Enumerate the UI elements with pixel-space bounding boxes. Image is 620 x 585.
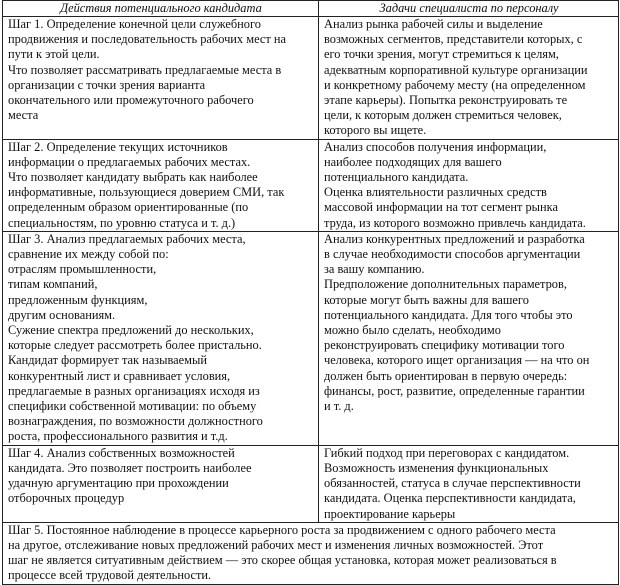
cell-line: потенциального кандидата. — [324, 170, 469, 185]
step-1-candidate-cell — [3, 17, 319, 140]
cell-line: удачную аргументацию при прохождении — [8, 476, 229, 491]
step-3-hr-cell — [319, 231, 619, 445]
cell-line: Анализ конкурентных предложений и разработка — [324, 231, 585, 246]
cell-line: Анализ способов получения информации, — [324, 139, 547, 154]
cell-line: пути к этой цели. — [8, 47, 100, 62]
cell-line: его точки зрения, могут стремиться к целям, — [324, 47, 559, 62]
cell-line: продвижения и последовательность рабочих мест на — [8, 32, 287, 47]
cell-line: отборочных процедур — [8, 491, 125, 506]
cell-line: отраслям промышленности, — [8, 262, 157, 277]
cell-line: обязанностей, статуса в случае перспективности — [324, 476, 581, 491]
cell-line: которые следует рассмотреть более пристально. — [8, 338, 262, 353]
cell-line: должен быть ориентирован в первую очередь: — [324, 368, 568, 383]
step-4-hr-cell — [319, 445, 619, 522]
table-row-step-4 — [3, 445, 619, 522]
cell-line: информации о предлагаемых рабочих местах. — [8, 154, 251, 169]
cell-line: другим основаниям. — [8, 307, 116, 322]
cell-line: процессе всей трудовой деятельности. — [8, 568, 212, 583]
cell-line: вознаграждения, по возможности должностного — [8, 414, 263, 429]
cell-line: можно было сделать, необходимо — [324, 323, 501, 338]
cell-line: места — [8, 108, 39, 123]
cell-line: организации с точки зрения варианта — [8, 77, 206, 92]
cell-line: труда, из которого возможно привлечь кандидата. — [324, 215, 586, 230]
cell-line: этапе карьеры). Попытка реконструировать те — [324, 93, 568, 108]
cell-line: сравнение их между собой по: — [8, 247, 169, 262]
cell-line: Шаг 3. Анализ предлагаемых рабочих места, — [8, 231, 246, 246]
cell-line: Шаг 5. Постоянное наблюдение в процессе карьерного роста за продвижением с одного рабочего места — [8, 522, 556, 537]
cell-line: Гибкий подход при переговорах с кандидатом. — [324, 445, 570, 460]
career-steps-table — [2, 0, 619, 585]
cell-line: человека, которого ищет организация — на что он — [324, 353, 590, 368]
cell-line: цели, к которым должен стремиться человек, — [324, 108, 562, 123]
table-row-step-1 — [3, 17, 619, 140]
cell-line: Возможность изменения функциональных — [324, 460, 549, 475]
cell-line: адекватным корпоративной культуре организации — [324, 62, 588, 77]
cell-line: специфики собственной мотивации: по объему — [8, 399, 257, 414]
cell-line: Что позволяет кандидату выбрать как наиболее — [8, 170, 258, 185]
cell-line: проектирование карьеры — [324, 506, 456, 521]
cell-line: кандидата. Оценка перспективности кандидата, — [324, 491, 576, 506]
cell-line: потенциального кандидата. Для того чтобы это — [324, 307, 573, 322]
step-2-candidate-cell — [3, 139, 319, 231]
cell-line: роста, профессионального развития и т.д. — [8, 429, 228, 444]
cell-line: массовой информации на тот сегмент рынка — [324, 200, 558, 215]
cell-line: на другое, отслеживание новых предложений рабочих мест и изменения личных возможностей. Этот — [8, 537, 544, 552]
cell-line: Шаг 4. Анализ собственных возможностей — [8, 445, 235, 460]
cell-line: Кандидат формирует так называемый — [8, 353, 207, 368]
cell-line: специальностям, по уровню статуса и т. д.) — [8, 215, 236, 230]
cell-line: Оценка влиятельности различных средств — [324, 185, 547, 200]
cell-line: шаг не является ситуативным действием — это скорее общая установка, которая может реализоваться в — [8, 553, 557, 568]
cell-line: Анализ рынка рабочей силы и выделение — [324, 17, 543, 31]
cell-line: Сужение спектра предложений до нескольких, — [8, 323, 254, 338]
cell-line: и конкретному рабочему месту (на определенном — [324, 77, 586, 92]
cell-line: финансы, рост, развитие, определенные гарантии — [324, 383, 585, 398]
cell-line: реконструировать специфику мотивации того — [324, 338, 565, 353]
cell-line: кандидата. Это позволяет построить наиболее — [8, 460, 252, 475]
step-3-candidate-cell — [3, 231, 319, 445]
header-candidate-actions: Действия потенциального кандидата — [3, 1, 319, 17]
cell-line: окончательного или промежуточного рабочего — [8, 93, 254, 108]
cell-line: Шаг 2. Определение текущих источников — [8, 139, 228, 154]
cell-line: возможных сегментов, представители которых, с — [324, 32, 583, 47]
cell-line: Предположение дополнительных параметров, — [324, 277, 567, 292]
cell-line: конкурентный лист и сравнивает условия, — [8, 368, 231, 383]
table-row-step-2 — [3, 139, 619, 231]
cell-line: которого вы ищете. — [324, 123, 427, 138]
cell-line: которые могут быть важны для вашего — [324, 292, 529, 307]
cell-line: Что позволяет рассматривать предлагаемые места в — [8, 62, 282, 77]
table-header-row — [3, 1, 619, 17]
step-4-candidate-cell — [3, 445, 319, 522]
step-1-hr-cell — [319, 17, 619, 140]
step-2-hr-cell — [319, 139, 619, 231]
cell-line: в случае необходимости способов аргументации — [324, 247, 581, 262]
cell-line: и т. д. — [324, 399, 354, 414]
header-hr-tasks: Задачи специалиста по персоналу — [319, 1, 619, 17]
cell-line: информативные, пользующиеся доверием СМИ, так — [8, 185, 285, 200]
cell-line: наиболее подходящих для вашего — [324, 154, 502, 169]
cell-line: типам компаний, — [8, 277, 98, 292]
cell-line: Шаг 1. Определение конечной цели служебного — [8, 17, 261, 31]
table-row-step-3 — [3, 231, 619, 445]
cell-line: за вашу компанию. — [324, 262, 425, 277]
cell-line: определенным образом ориентированные (по — [8, 200, 249, 215]
cell-line: предлагаемые в разных организациях исходя из — [8, 383, 260, 398]
cell-line: предложенным функциям, — [8, 292, 148, 307]
